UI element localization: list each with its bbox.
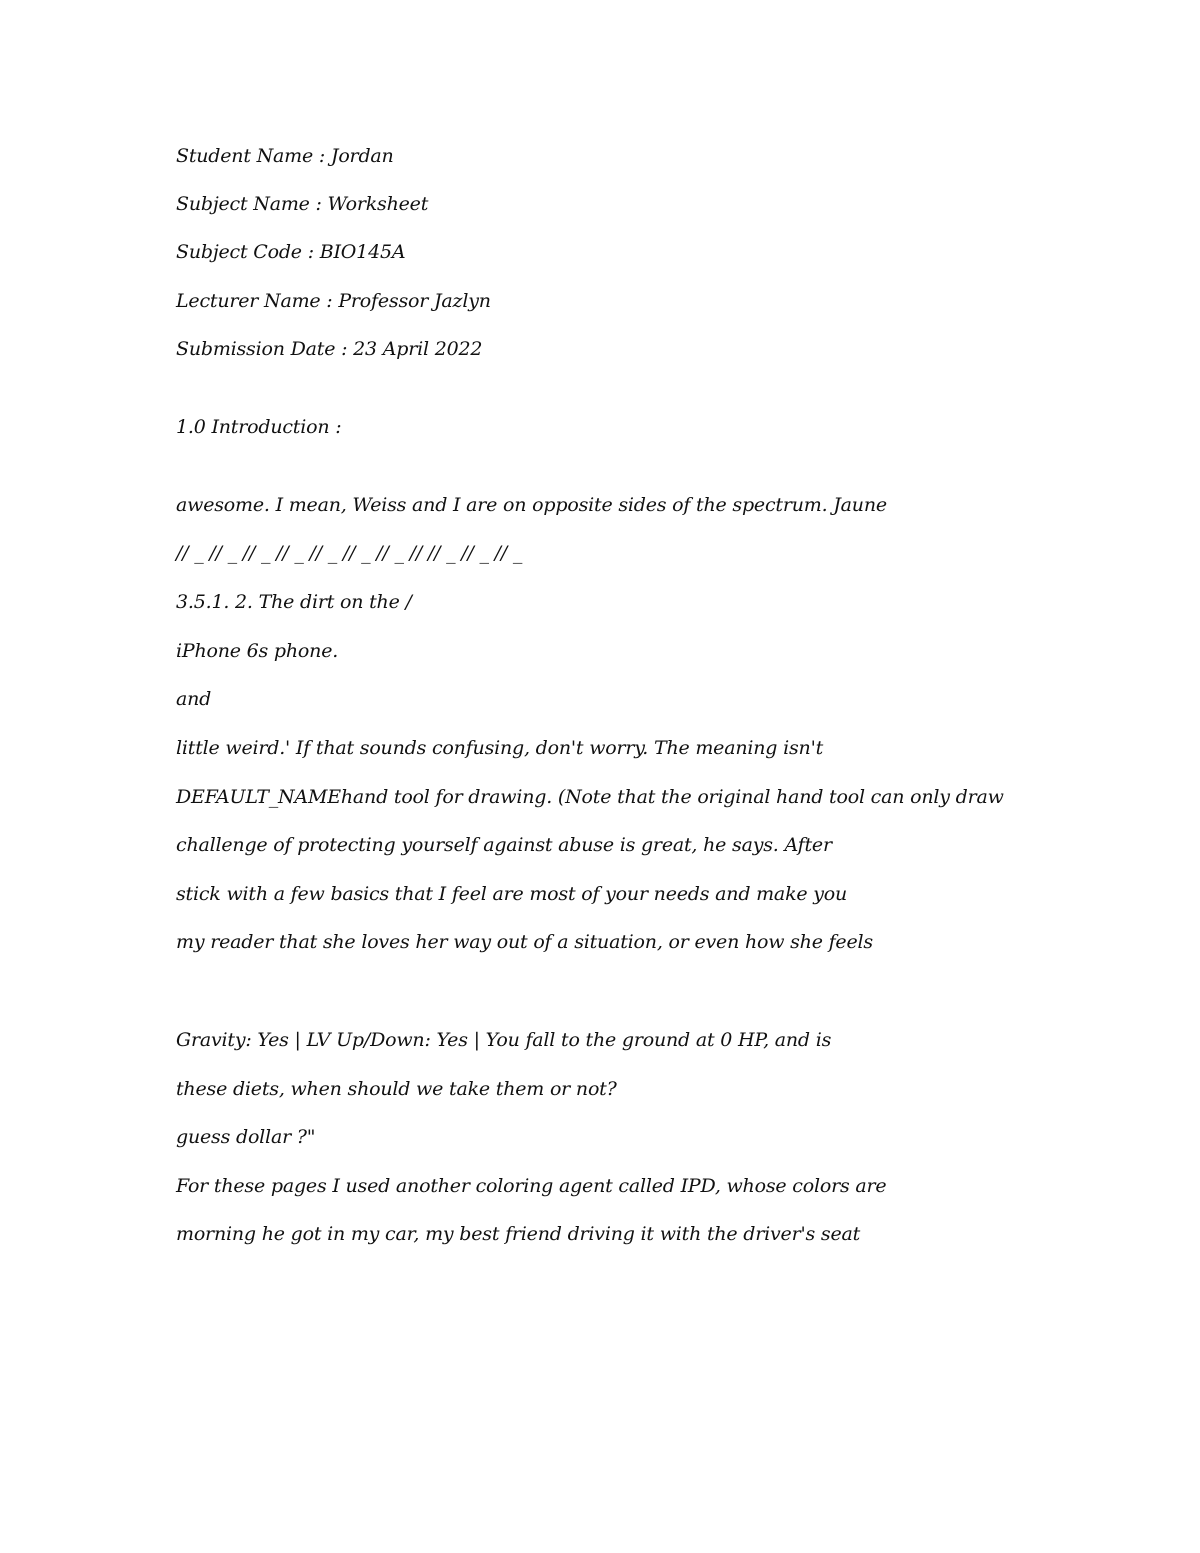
body-line: DEFAULT_NAMEhand tool for drawing. (Note that the original hand tool can only draw	[176, 786, 1004, 808]
body-line: and	[176, 688, 212, 710]
body-line: 3.5.1. 2. The dirt on the /	[176, 591, 412, 613]
body-line: For these pages I used another coloring agent called IPD, whose colors are	[176, 1175, 887, 1197]
body-line: challenge of protecting yourself against abuse is great, he says. After	[176, 834, 832, 856]
body-line: // _ // _ // _ // _ // _ // _ // _ // // _ // _ // _	[176, 542, 523, 564]
student-name-line: Student Name : Jordan	[176, 145, 394, 167]
body-line: Gravity: Yes | LV Up/Down: Yes | You fall to the ground at 0 HP, and is	[176, 1029, 832, 1051]
lecturer-name-line: Lecturer Name : Professor Jazlyn	[176, 290, 491, 312]
section-heading: 1.0 Introduction :	[176, 416, 342, 438]
body-line: guess dollar ?"	[176, 1126, 316, 1148]
body-line: iPhone 6s phone.	[176, 640, 339, 662]
body-line: awesome. I mean, Weiss and I are on opposite sides of the spectrum. Jaune	[176, 494, 887, 516]
body-line: little weird.' If that sounds confusing, don't worry. The meaning isn't	[176, 737, 824, 759]
subject-name-line: Subject Name : Worksheet	[176, 193, 429, 215]
body-line: my reader that she loves her way out of a situation, or even how she feels	[176, 931, 873, 953]
body-line: morning he got in my car, my best friend driving it with the driver's seat	[176, 1223, 861, 1245]
subject-code-line: Subject Code : BIO145A	[176, 241, 406, 263]
body-line: stick with a few basics that I feel are most of your needs and make you	[176, 883, 848, 905]
body-line: these diets, when should we take them or not?	[176, 1078, 617, 1100]
submission-date-line: Submission Date : 23 April 2022	[176, 338, 483, 360]
